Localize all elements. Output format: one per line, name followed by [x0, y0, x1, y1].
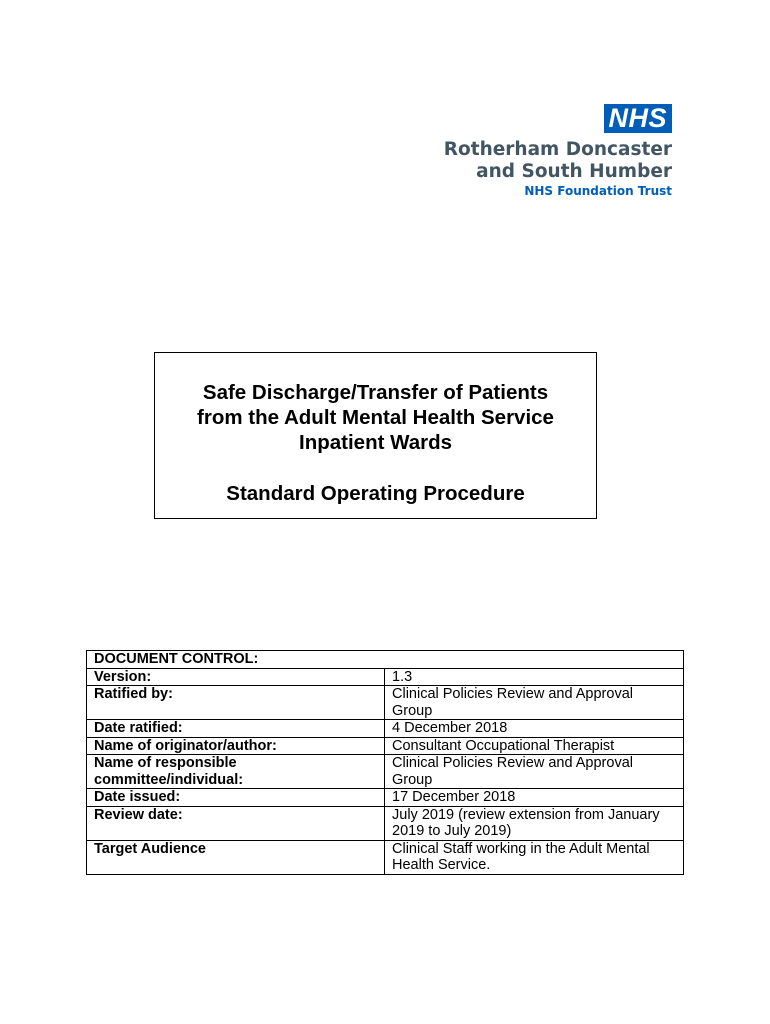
- title-line-2: from the Adult Mental Health Service: [197, 406, 554, 429]
- row-label-date-ratified: Date ratified:: [87, 720, 385, 738]
- table-row: [87, 840, 684, 874]
- table-row: [87, 755, 684, 789]
- row-label-responsible-committee: Name of responsible committee/individual:: [87, 755, 385, 789]
- row-label-ratified-by: Ratified by:: [87, 686, 385, 720]
- table-row: [87, 737, 684, 755]
- row-value-responsible-committee: Clinical Policies Review and Approval Group: [385, 755, 684, 789]
- title-line-1: Safe Discharge/Transfer of Patients: [202, 381, 549, 404]
- row-value-version: 1.3: [385, 668, 684, 686]
- row-value-review-date: July 2019 (review extension from January 2019 to July 2019): [385, 806, 684, 840]
- table-row: [87, 686, 684, 720]
- trust-name-line-3: NHS Foundation Trust: [524, 184, 672, 198]
- table-row: [87, 668, 684, 686]
- document-title-box: [154, 352, 597, 519]
- row-label-date-issued: Date issued:: [87, 789, 385, 807]
- row-label-target-audience: Target Audience: [87, 840, 385, 874]
- document-subtitle: Standard Operating Procedure: [226, 482, 525, 505]
- row-value-date-ratified: 4 December 2018: [385, 720, 684, 738]
- table-row: [87, 789, 684, 807]
- nhs-logo-badge: NHS: [604, 104, 672, 133]
- title-line-3: Inpatient Wards: [299, 431, 452, 454]
- document-control-table: [86, 650, 684, 875]
- table-row: [87, 806, 684, 840]
- row-value-date-issued: 17 December 2018: [385, 789, 684, 807]
- row-value-target-audience: Clinical Staff working in the Adult Mental Health Service.: [385, 840, 684, 874]
- document-title: [155, 380, 596, 455]
- row-value-author: Consultant Occupational Therapist: [385, 737, 684, 755]
- trust-name-line-2: and South Humber: [476, 161, 672, 182]
- row-label-version: Version:: [87, 668, 385, 686]
- table-header-row: [87, 651, 684, 669]
- nhs-trust-logo: [432, 104, 672, 199]
- row-label-author: Name of originator/author:: [87, 737, 385, 755]
- trust-name-line-1: Rotherham Doncaster: [443, 139, 672, 160]
- row-label-review-date: Review date:: [87, 806, 385, 840]
- table-row: [87, 720, 684, 738]
- row-value-ratified-by: Clinical Policies Review and Approval Group: [385, 686, 684, 720]
- document-control-header: DOCUMENT CONTROL:: [87, 651, 684, 669]
